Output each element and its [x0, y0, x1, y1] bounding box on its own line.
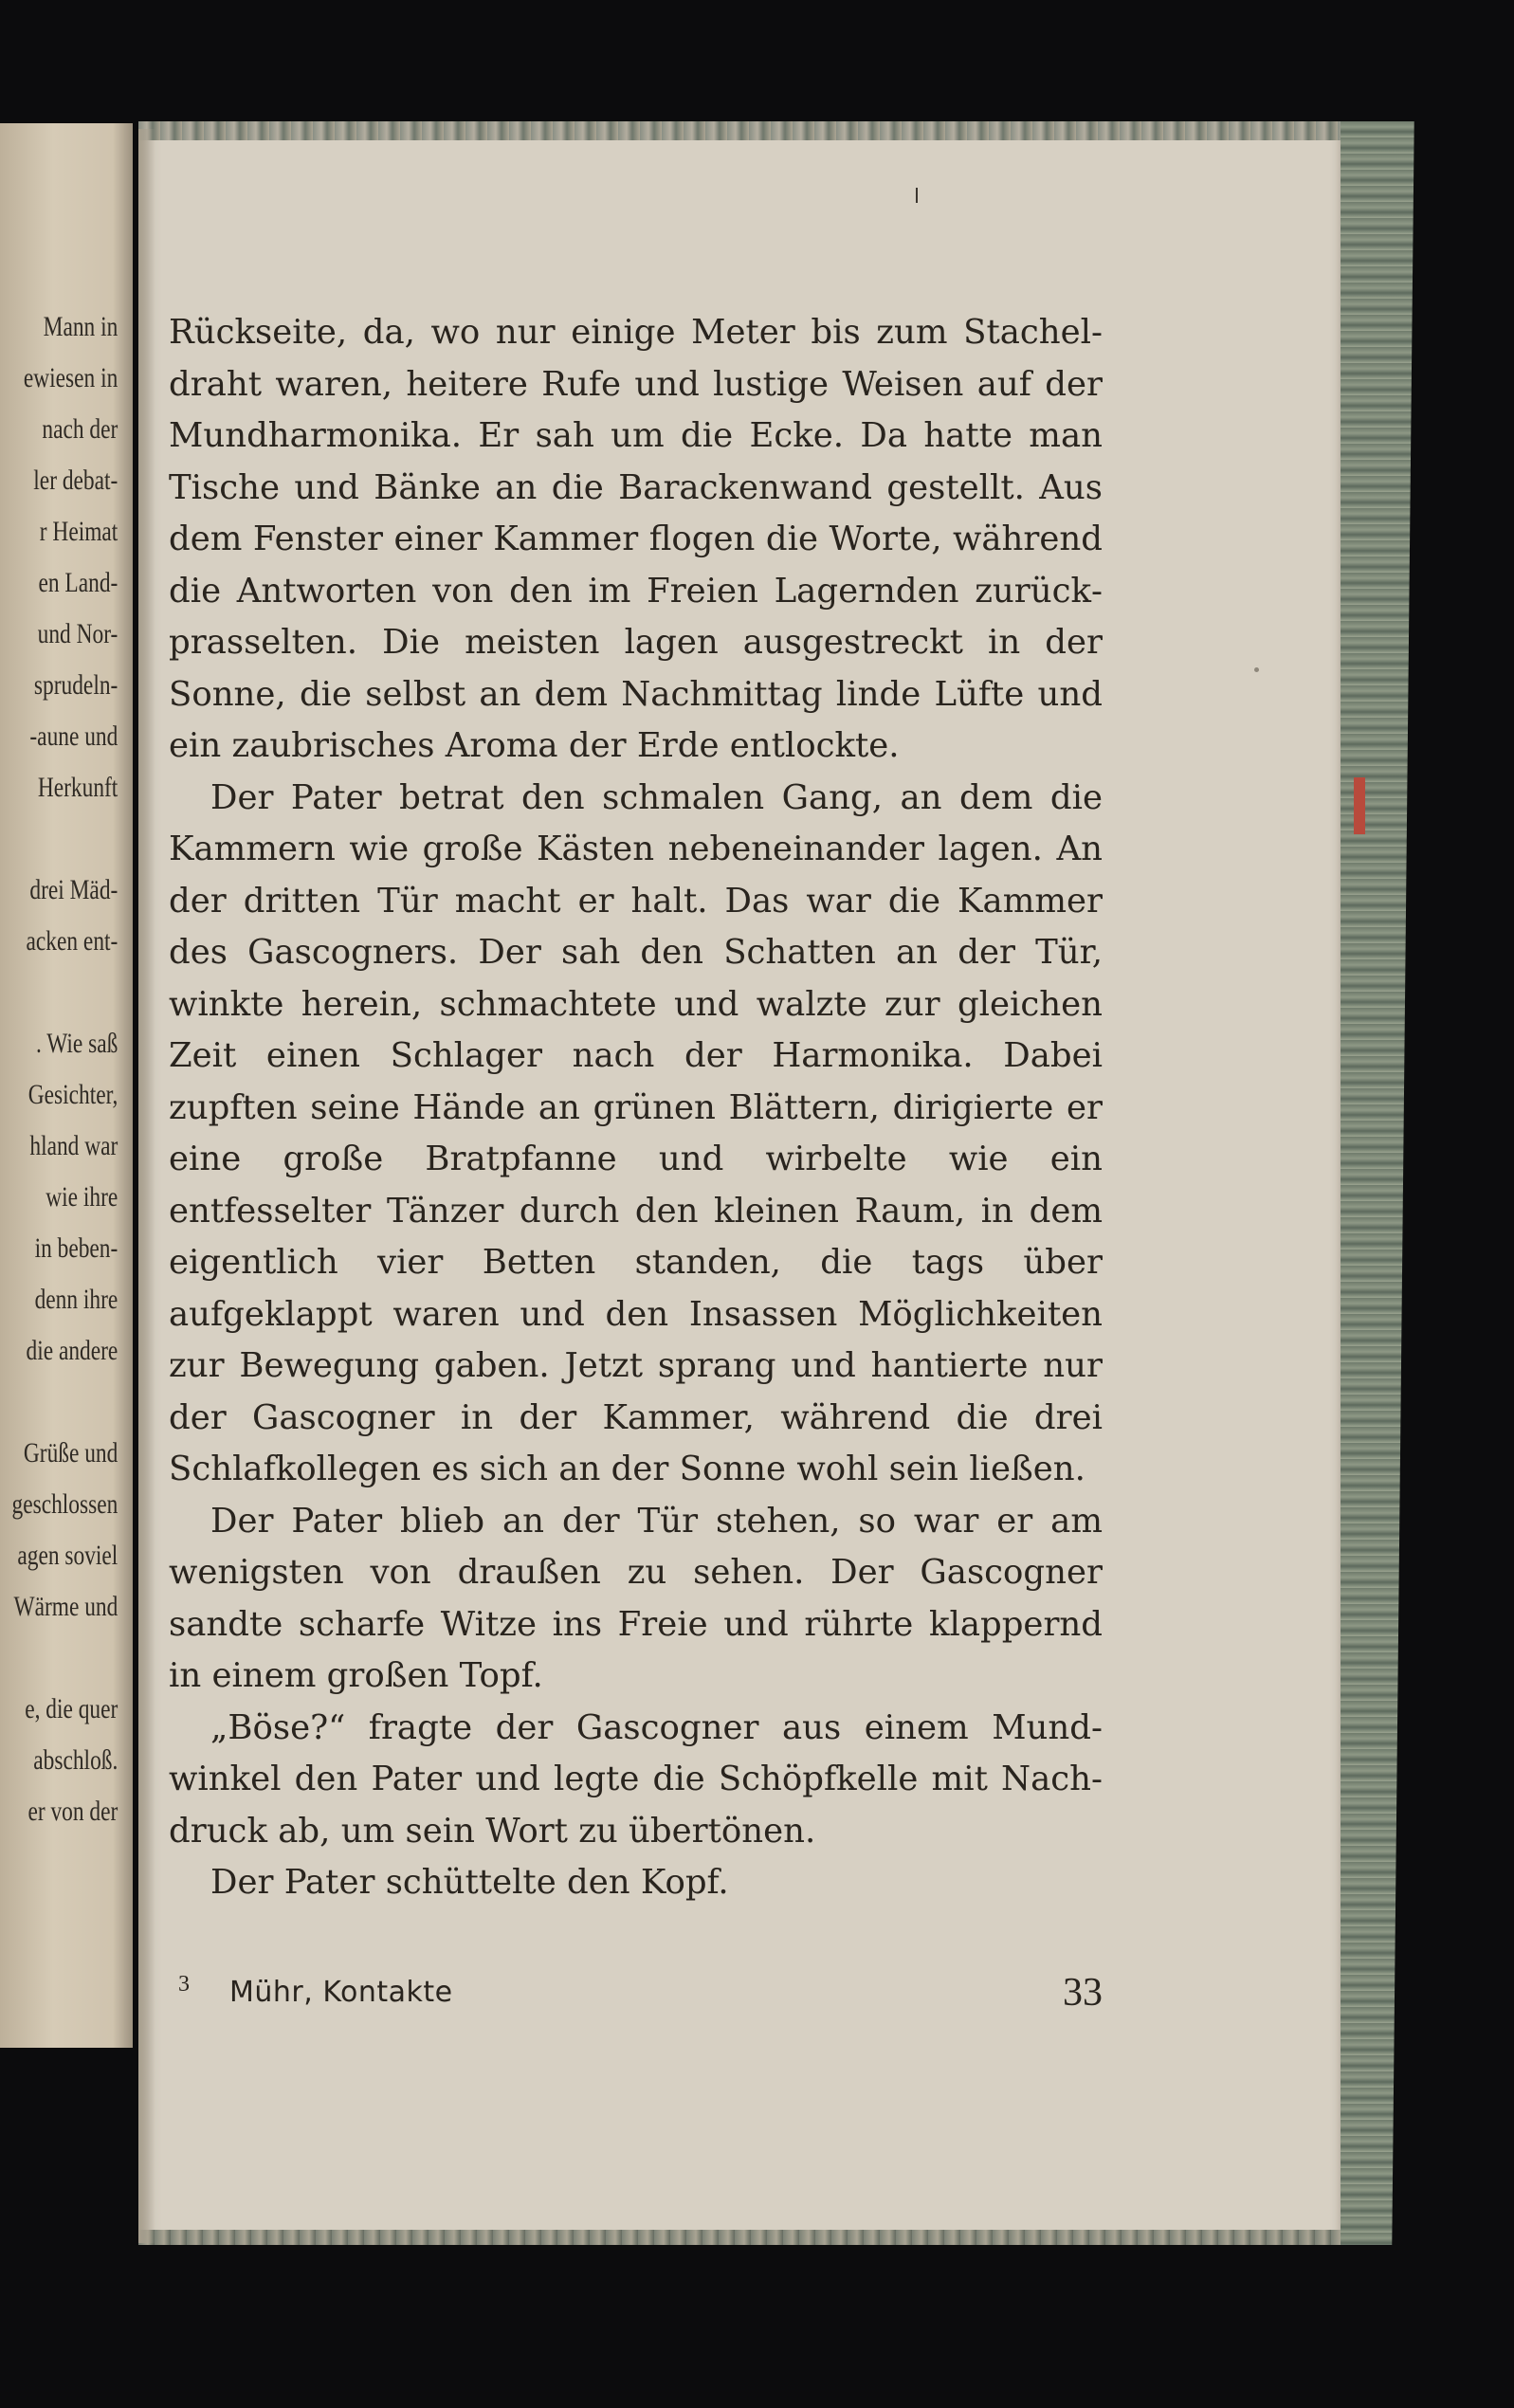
previous-page-line: Wärme und	[13, 1591, 119, 1622]
paragraph: Rückseite, da, wo nur einige Meter bis zum Stacheldraht waren, heitere Rufe und lustige Weisen auf der Mundharmonika. Er sah um die Ecke. Da hatte man Tische und Bänke an die Barackenwand gestellt. Aus dem Fenster einer Kammer flogen die Worte, während die Antworten von den im Freien Lagernden zurückprasselten. Die meisten lagen ausgestreckt in der Sonne, die selbst an dem Nachmittag linde Lüfte und ein zaubrisches Aroma der Erde entlockte.	[169, 313, 1103, 765]
previous-page-line: ler debat-	[32, 465, 118, 496]
previous-page-text	[0, 301, 118, 1837]
previous-page-line: wie ihre	[45, 1181, 118, 1213]
previous-page-line: sprudeln-	[33, 669, 118, 701]
previous-page-line: hland war	[29, 1130, 118, 1161]
previous-page-line	[11, 813, 118, 865]
previous-page-line	[11, 967, 118, 1018]
previous-page-line: agen soviel	[17, 1540, 118, 1571]
previous-page-line: nach der	[42, 413, 118, 445]
page-gutter	[138, 129, 155, 2243]
previous-page-line: . Wie saß	[35, 1028, 118, 1059]
page-number: 33	[1063, 1971, 1103, 2015]
bookmark-ribbon	[1354, 777, 1365, 834]
paragraph: „Böse?“ fragte der Gascogner aus einem Mundwinkel den Pater und legte die Schöpfkelle mit Nachdruck ab, um sein Wort zu übertönen.	[169, 1707, 1103, 1851]
previous-page-line: en Land-	[38, 567, 118, 598]
previous-page-line: abschloß.	[32, 1744, 118, 1776]
body-text	[169, 307, 1103, 1909]
previous-page-line: e, die quer	[24, 1693, 119, 1724]
paragraph: Der Pater blieb an der Tür stehen, so war er am wenigsten von draußen zu sehen. Der Gascogner sandte scharfe Witze ins Freie und rührte klappernd in einem großen Topf.	[169, 1501, 1103, 1695]
previous-page-line: ewiesen in	[23, 362, 118, 393]
page-bottom-edge	[138, 2230, 1341, 2245]
previous-page-line: die andere	[26, 1335, 118, 1366]
previous-page	[0, 123, 133, 2048]
previous-page-line: acken ent-	[26, 925, 118, 957]
paragraph: Der Pater schüttelte den Kopf.	[210, 1863, 729, 1902]
previous-page-line: in beben-	[34, 1232, 118, 1264]
page-footer	[178, 1970, 1103, 2021]
previous-page-line: Grüße und	[23, 1437, 118, 1469]
previous-page-line: und Nor-	[37, 618, 118, 649]
previous-page-line: Gesichter,	[27, 1079, 118, 1110]
previous-page-line: r Heimat	[39, 516, 118, 547]
paragraph: Der Pater betrat den schmalen Gang, an dem die Kammern wie große Kästen nebeneinander lagen. An der dritten Tür macht er halt. Das war die Kammer des Gascogners. Der sah den Schatten an der Tür, winkte herein, schmachtete und walzte zur gleichen Zeit einen Schlager nach der Harmonika. Dabei zupften seine Hände an grünen Blättern, dirigierte er eine große Bratpfanne und wirbelte wie ein entfesselter Tänzer durch den kleinen Raum, in dem eigentlich vier Betten standen, die tags über aufgeklappt waren und den Insassen Möglichkeiten zur Bewegung gaben. Jetzt sprang und hantierte nur der Gascogner in der Kammer, während die drei Schlafkollegen es sich an der Sonne wohl sein ließen.	[169, 777, 1103, 1488]
previous-page-line: er von der	[27, 1796, 118, 1827]
previous-page-line: drei Mäd-	[29, 874, 118, 905]
previous-page-line: -aune und	[29, 721, 118, 752]
paper-speck	[1254, 667, 1259, 672]
signature-mark: 3	[178, 1972, 190, 1997]
previous-page-line: Herkunft	[37, 772, 118, 803]
page-top-edge	[138, 121, 1341, 140]
short-title: Mühr, Kontakte	[229, 1976, 453, 2009]
previous-page-line	[11, 1377, 118, 1428]
print-mark	[916, 188, 918, 203]
previous-page-line	[11, 1633, 118, 1684]
previous-page-line: denn ihre	[34, 1284, 118, 1315]
previous-page-line: Mann in	[43, 311, 118, 342]
previous-page-line: geschlossen	[11, 1488, 118, 1520]
